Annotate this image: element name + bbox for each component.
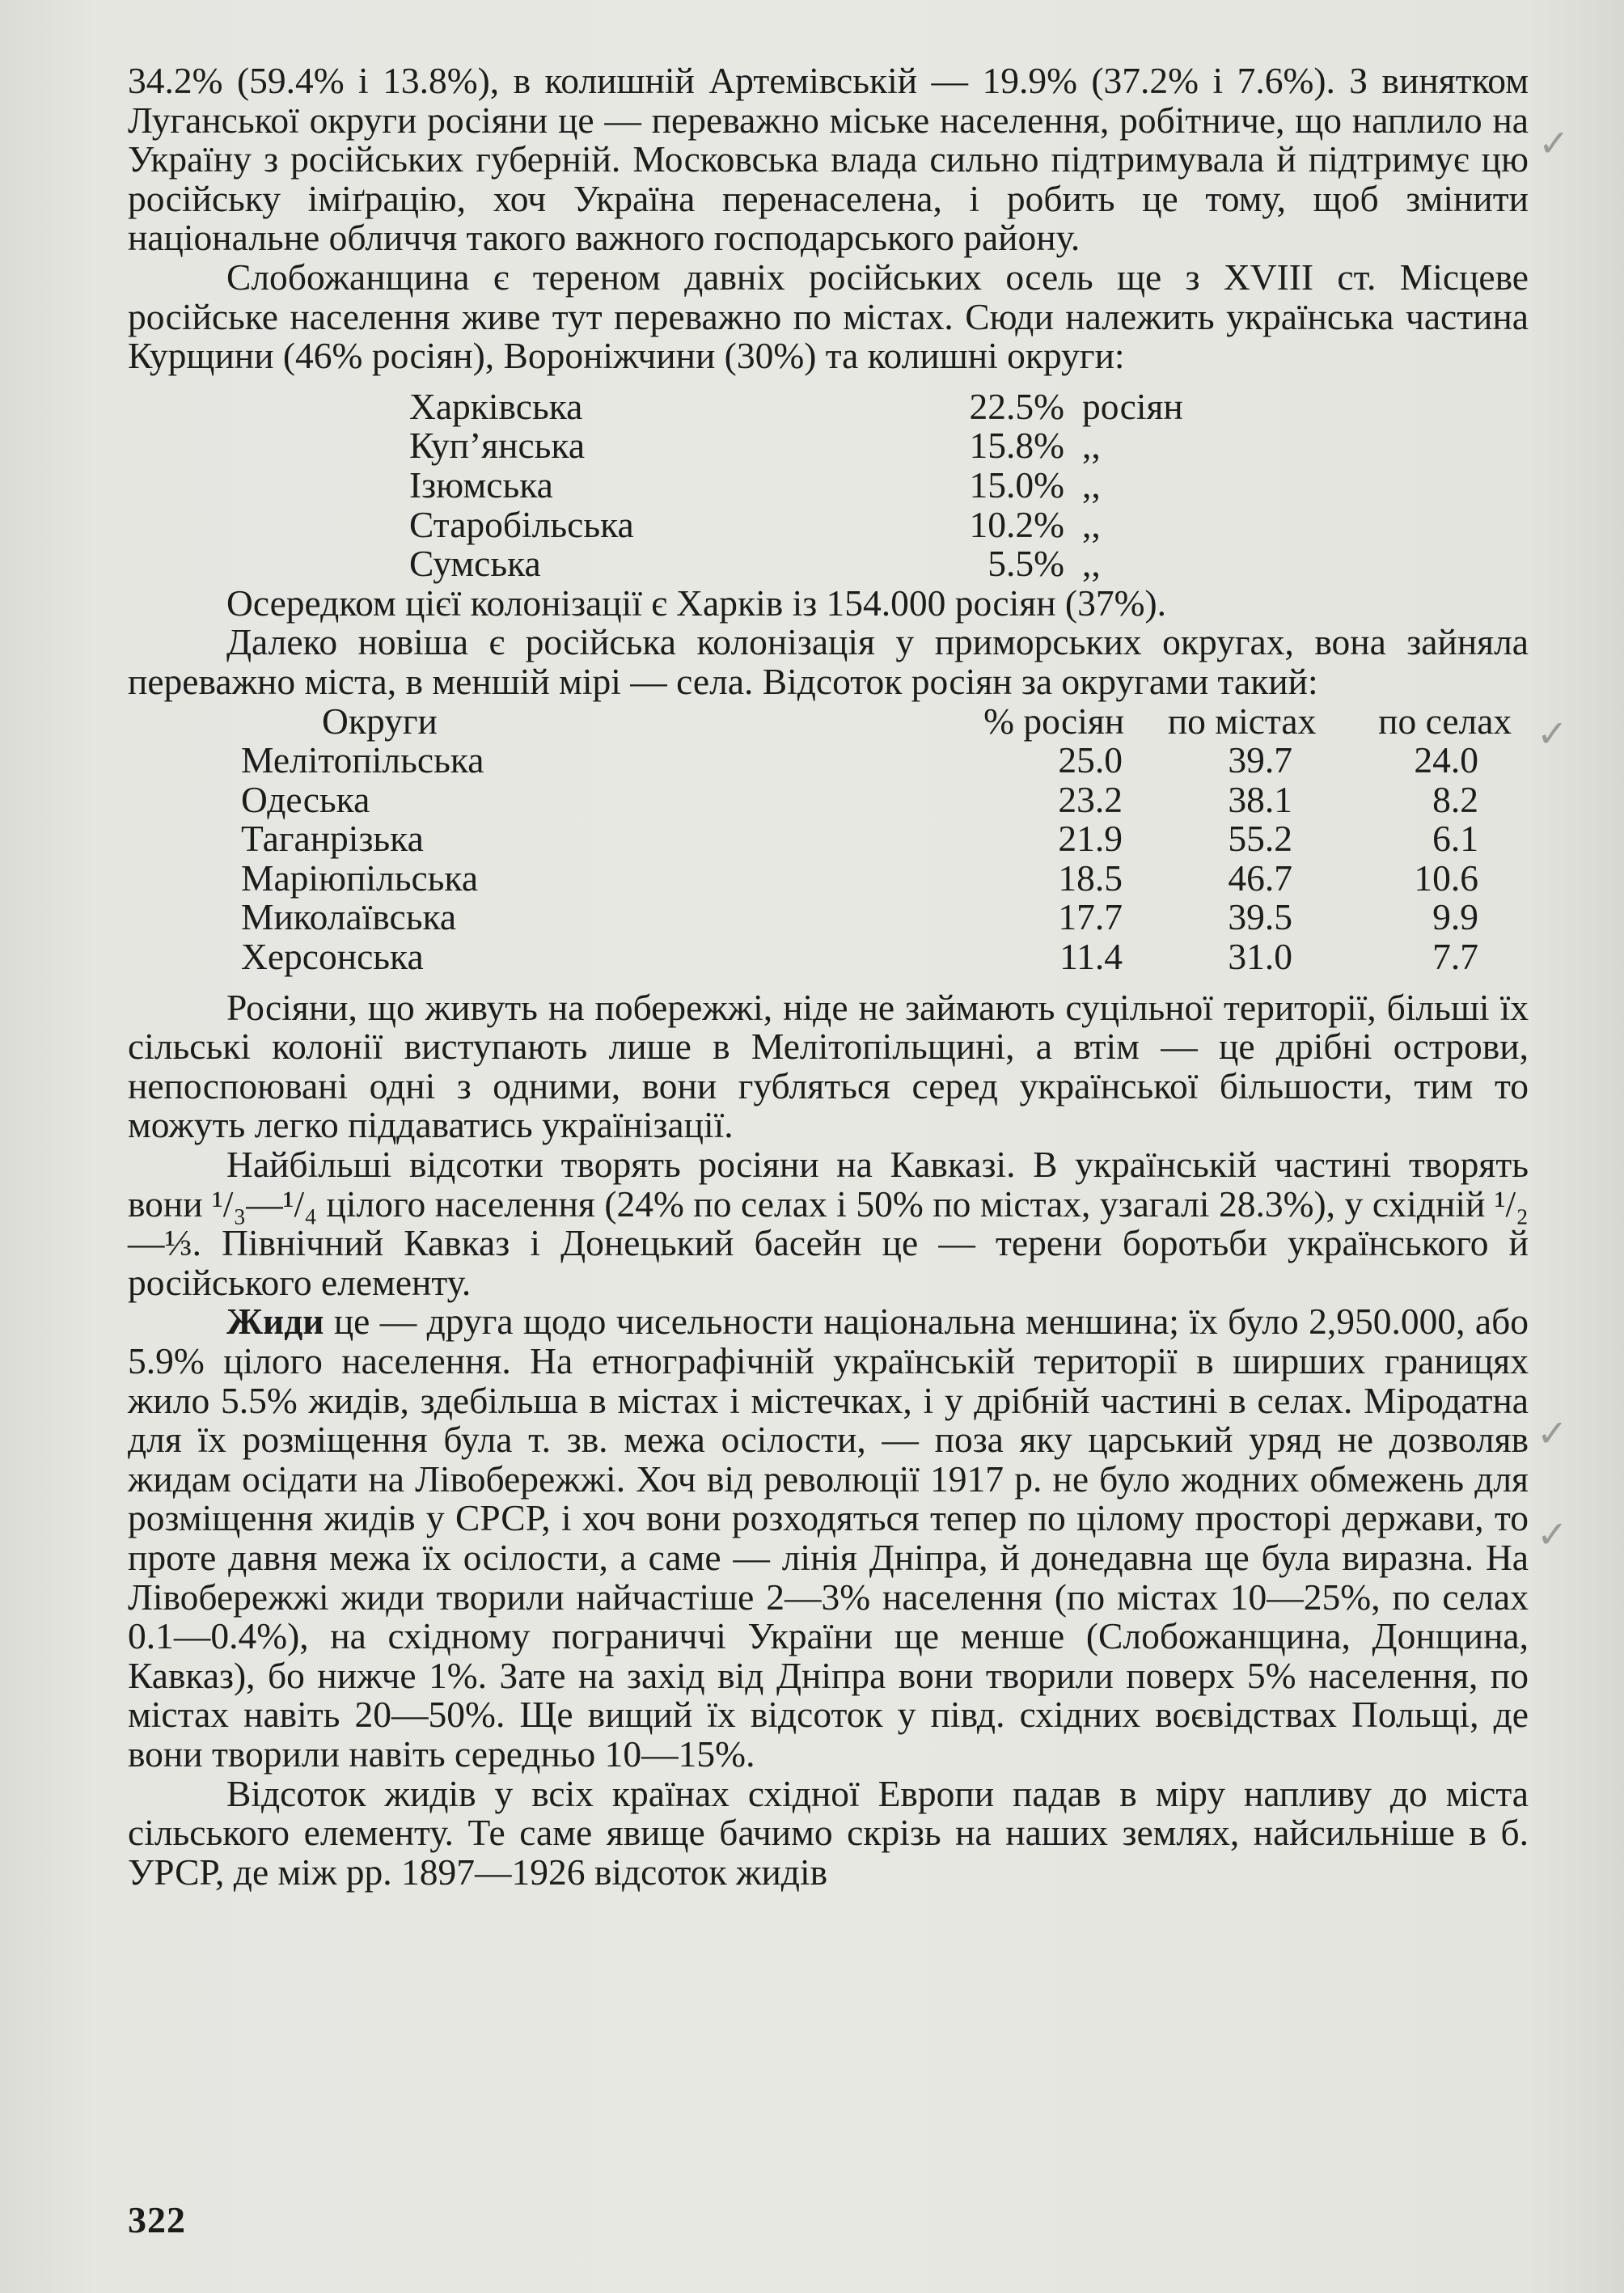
- percent-villages: 6.1: [1432, 818, 1478, 860]
- percent-cities: 39.5: [1228, 896, 1292, 938]
- paragraph-caucasus: Найбільші відсотки творять росіяни на Кавказі. В українській частині творять вони ¹/₃—¹/₄ цілого населення (24% по селах і 50% по містах, узагалі 28.3%), у східній ¹/₂—⅓. Північний Кавказ і Донецький басейн це — терени боротьби українського й російського елементу.: [128, 1144, 1529, 1303]
- unit-label: ,,: [1082, 503, 1101, 545]
- text-column: [128, 61, 1529, 1892]
- table-row: [128, 859, 1529, 899]
- unit-label: ,,: [1082, 425, 1101, 467]
- header-villages: по селах: [1378, 700, 1512, 742]
- header-cities: по містах: [1167, 700, 1317, 742]
- unit-label: ,,: [1082, 543, 1101, 585]
- okruha-name: Куп’янська: [409, 425, 586, 467]
- percent-value: 10.2%: [969, 503, 1064, 545]
- percent-russians: 17.7: [1058, 896, 1123, 938]
- okruha-name: Маріюпільська: [241, 857, 479, 899]
- table-row: [128, 898, 1529, 937]
- table-coastal-okruhy: [128, 702, 1529, 977]
- percent-cities: 38.1: [1228, 778, 1292, 820]
- okruha-name: Миколаївська: [241, 896, 457, 938]
- table-row: [128, 937, 1529, 977]
- percent-villages: 7.7: [1432, 936, 1478, 978]
- table-row: [409, 463, 1529, 506]
- paragraph-slobozhanshchyna: Слобожанщина є тереном давніх російських осель ще з XVIII ст. Місцеве російське населення живе тут переважно по містах. Сюди належить українська частина Курщини (46% росіян), Вороніжчини (30%) та колишні округи:: [128, 256, 1529, 377]
- check-mark: ✓: [1537, 1411, 1568, 1455]
- percent-russians: 21.9: [1058, 818, 1123, 860]
- percent-value: 15.0%: [969, 463, 1064, 506]
- paragraph-intro: 34.2% (59.4% і 13.8%), в колишній Артемівській — 19.9% (37.2% і 7.6%). З винятком Луганської округи росіяни це — переважно міське населення, робітниче, що наплило на Україну з російських губерній. Московська влада сильно підтримувала й підтримує цю російську іміґрацію, хоч Україна перенаселена, і робить це тому, щоб змінити національне обличчя такого важного господарського району.: [128, 60, 1529, 259]
- percent-value: 5.5%: [988, 543, 1064, 585]
- percent-value: 15.8%: [969, 425, 1064, 467]
- okruha-name: Старобільська: [409, 503, 634, 545]
- unit-label: росіян: [1082, 385, 1183, 427]
- paragraph-jews: [128, 1302, 1529, 1774]
- check-mark: ✓: [1537, 712, 1568, 755]
- table-row: [128, 819, 1529, 859]
- percent-russians: 23.2: [1058, 778, 1123, 820]
- okruha-name: Мелітопільська: [241, 739, 484, 781]
- percent-villages: 24.0: [1414, 739, 1478, 781]
- table-row: [409, 544, 1529, 584]
- header-percent: % росіян: [983, 700, 1125, 742]
- table-row: [409, 503, 1529, 545]
- paragraph-kharkiv: Осередком цієї колонізації є Харків із 154.000 росіян (37%).: [226, 582, 1167, 624]
- header-okruhy: Округи: [322, 700, 438, 742]
- percent-russians: 18.5: [1058, 857, 1123, 899]
- okruha-name: Одеська: [241, 778, 370, 820]
- table-row: [128, 741, 1529, 781]
- page-number: 322: [128, 2199, 186, 2240]
- table-header-row: [128, 702, 1529, 742]
- okruha-name: Харківська: [409, 385, 583, 427]
- percent-villages: 10.6: [1414, 857, 1478, 899]
- percent-russians: 11.4: [1059, 936, 1123, 978]
- unit-label: ,,: [1082, 463, 1101, 506]
- table-okruhy-slobozhanshchyna: [409, 387, 1529, 584]
- check-mark: ✓: [1537, 1512, 1568, 1556]
- check-mark: ✓: [1538, 121, 1570, 165]
- okruha-name: Херсонська: [241, 936, 424, 978]
- percent-value: 22.5%: [969, 385, 1064, 427]
- table-row: [409, 387, 1529, 427]
- okruha-name: Таганрізька: [241, 818, 424, 860]
- paragraph-jews-text: це — друга щодо чисельности національна меншина; їх було 2,950.000, або 5.9% цілого населення. На етнографічній українській території в ширших границях жило 5.5% жидів, здебільша в містах і містечках, і у дрібній частині в селах. Міродатна для їх розміщення була т. зв. межа осілости, — поза яку царський уряд не дозволяв жидам осідати на Лівобережжі. Хоч від революції 1917 р. не було жодних обмежень для розміщення жидів у СРСР, і хоч вони розходяться тепер по цілому просторі держави, то проте давня межа їх осілости, а саме — лінія Дніпра, й донедавна ще була виразна. На Лівобережжі жиди творили найчастіше 2—3% населення (по містах 10—25%, по селах 0.1—0.4%), на східному пограниччі України ще менше (Слобожанщина, Донщина, Кавказ), бо нижче 1%. Зате на захід від Дніпра вони творили поверх 5% населення, по містах навіть 20—50%. Ще вищий їх відсоток у півд. східних воєвідствах Польщі, де вони творили навіть середньо 10—15%.: [128, 1301, 1529, 1775]
- table-row: [409, 426, 1529, 466]
- percent-cities: 31.0: [1228, 936, 1292, 978]
- term-jews: Жиди: [226, 1301, 324, 1343]
- table-row: [128, 778, 1529, 820]
- percent-cities: 46.7: [1228, 857, 1292, 899]
- paragraph-last: Відсоток жидів у всіх країнах східної Европи падав в міру напливу до міста сільського елементу. Те саме явище бачимо скрізь на наших землях, найсильніше в б. УРСР, де між рр. 1897—1926 відсоток жидів: [128, 1772, 1529, 1893]
- percent-russians: 25.0: [1058, 739, 1123, 781]
- percent-villages: 9.9: [1432, 896, 1478, 938]
- percent-cities: 55.2: [1228, 818, 1292, 860]
- okruha-name: Ізюмська: [409, 463, 553, 506]
- percent-villages: 8.2: [1432, 778, 1478, 820]
- paragraph-coastal: Далеко новіша є російська колонізація у приморських округах, вона зайняла переважно міста, в меншій мірі — села. Відсоток росіян за округами такий:: [128, 621, 1529, 702]
- percent-cities: 39.7: [1228, 739, 1292, 781]
- paragraph-coast-russians: Росіяни, що живуть на побережжі, ніде не займають суцільної території, більші їх сільські колонії виступають лише в Мелітопільщині, а втім — це дрібні острови, непоспоювані одні з одними, вони губляться серед української більшости, тим то можуть легко піддаватись українізації.: [128, 986, 1529, 1146]
- okruha-name: Сумська: [409, 543, 541, 585]
